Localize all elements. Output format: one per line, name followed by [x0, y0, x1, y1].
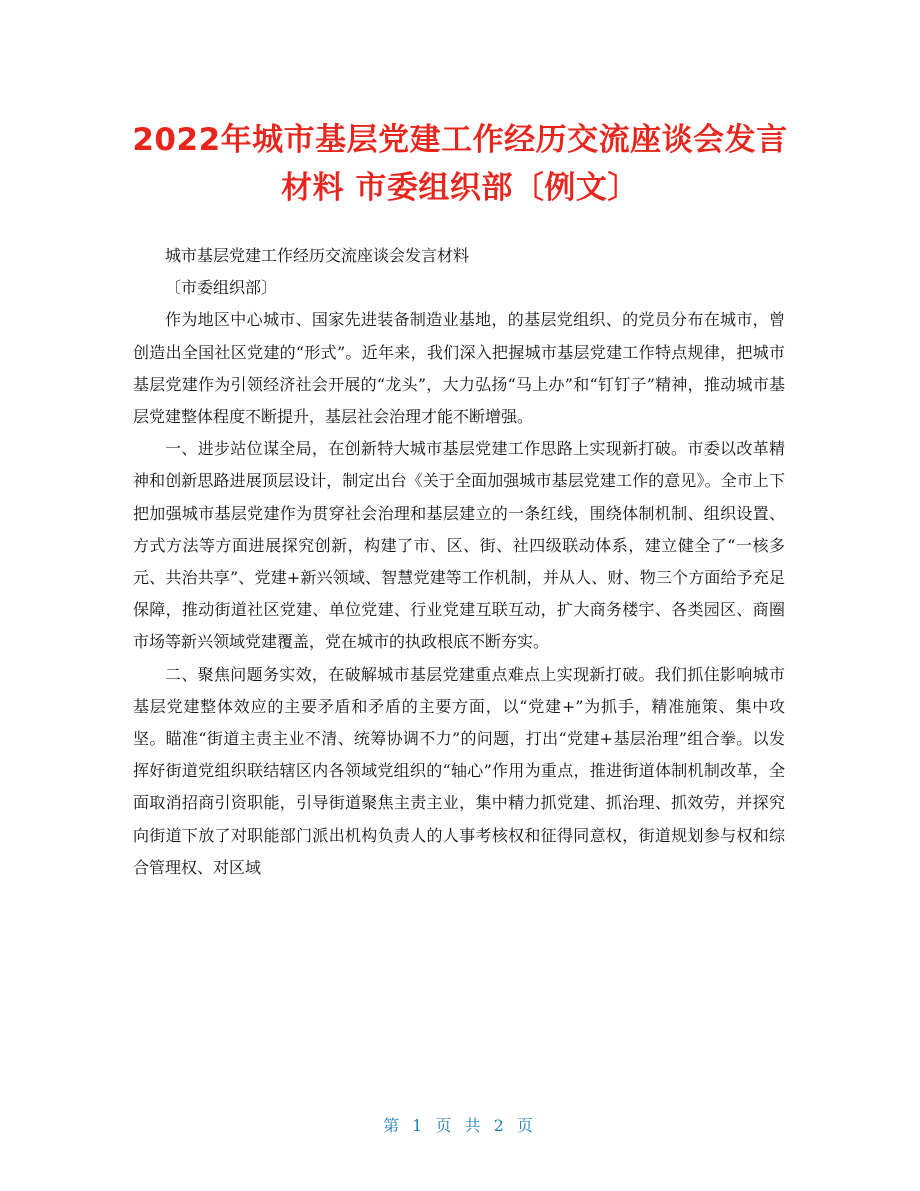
document-title-line-1: 2022年城市基层党建工作经历交流座谈会发言 [132, 122, 788, 158]
document-author: 〔市委组织部〕 [165, 278, 278, 298]
body-paragraph: 一、进步站位谋全局，在创新特大城市基层党建工作思路上实现新打破。市委以改革精神和创新思路进展顶层设计，制定出台《关于全面加强城市基层党建工作的意见》。全市上下把加强城市基层党建作为贯穿社会治理和基层建立的一条红线，围绕体制机制、组织设置、方式方法等方面进展探究创新，构建了市、区、街、社四级联动体系，建立健全了“一核多元、共治共享”、党建+新兴领域、智慧党建等工作机制，并从人、财、物三个方面给予充足保障，推动街道社区党建、单位党建、行业党建互联互动，扩大商务楼宇、各类园区、商圈市场等新兴领域党建覆盖，党在城市的执政根底不断夯实。 [133, 439, 785, 652]
body-paragraph: 作为地区中心城市、国家先进装备制造业基地，的基层党组织、的党员分布在城市，曾创造出全国社区党建的“形式”。近年来，我们深入把握城市基层党建工作特点规律，把城市基层党建作为引领经济社会开展的“龙头”，大力弘扬“马上办”和“钉钉子”精神，推动城市基层党建整体程度不断提升，基层社会治理才能不断增强。 [133, 310, 785, 427]
document-subtitle: 城市基层党建工作经历交流座谈会发言材料 [165, 246, 470, 265]
body-paragraph: 二、聚焦问题务实效，在破解城市基层党建重点难点上实现新打破。我们抓住影响城市基层党建整体效应的主要矛盾和矛盾的主要方面，以“党建+”为抓手，精准施策、集中攻坚。瞄准“街道主责主业不清、统筹协调不力”的问题，打出“党建+基层治理”组合拳。以发挥好街道党组织联结辖区内各领域党组织的“轴心”作用为重点，推进街道体制机制改革，全面取消招商引资职能，引导街道聚焦主责主业，集中精力抓党建、抓治理、抓效劳，并探究向街道下放了对职能部门派出机构负责人的人事考核权和征得同意权，街道规划参与权和综合管理权、对区域 [133, 664, 785, 877]
document-body [133, 240, 785, 884]
document-title-line-2: 材料 市委组织部〔例文〕 [281, 170, 639, 206]
page-number-footer: 第 1 页 共 2 页 [383, 1116, 537, 1135]
